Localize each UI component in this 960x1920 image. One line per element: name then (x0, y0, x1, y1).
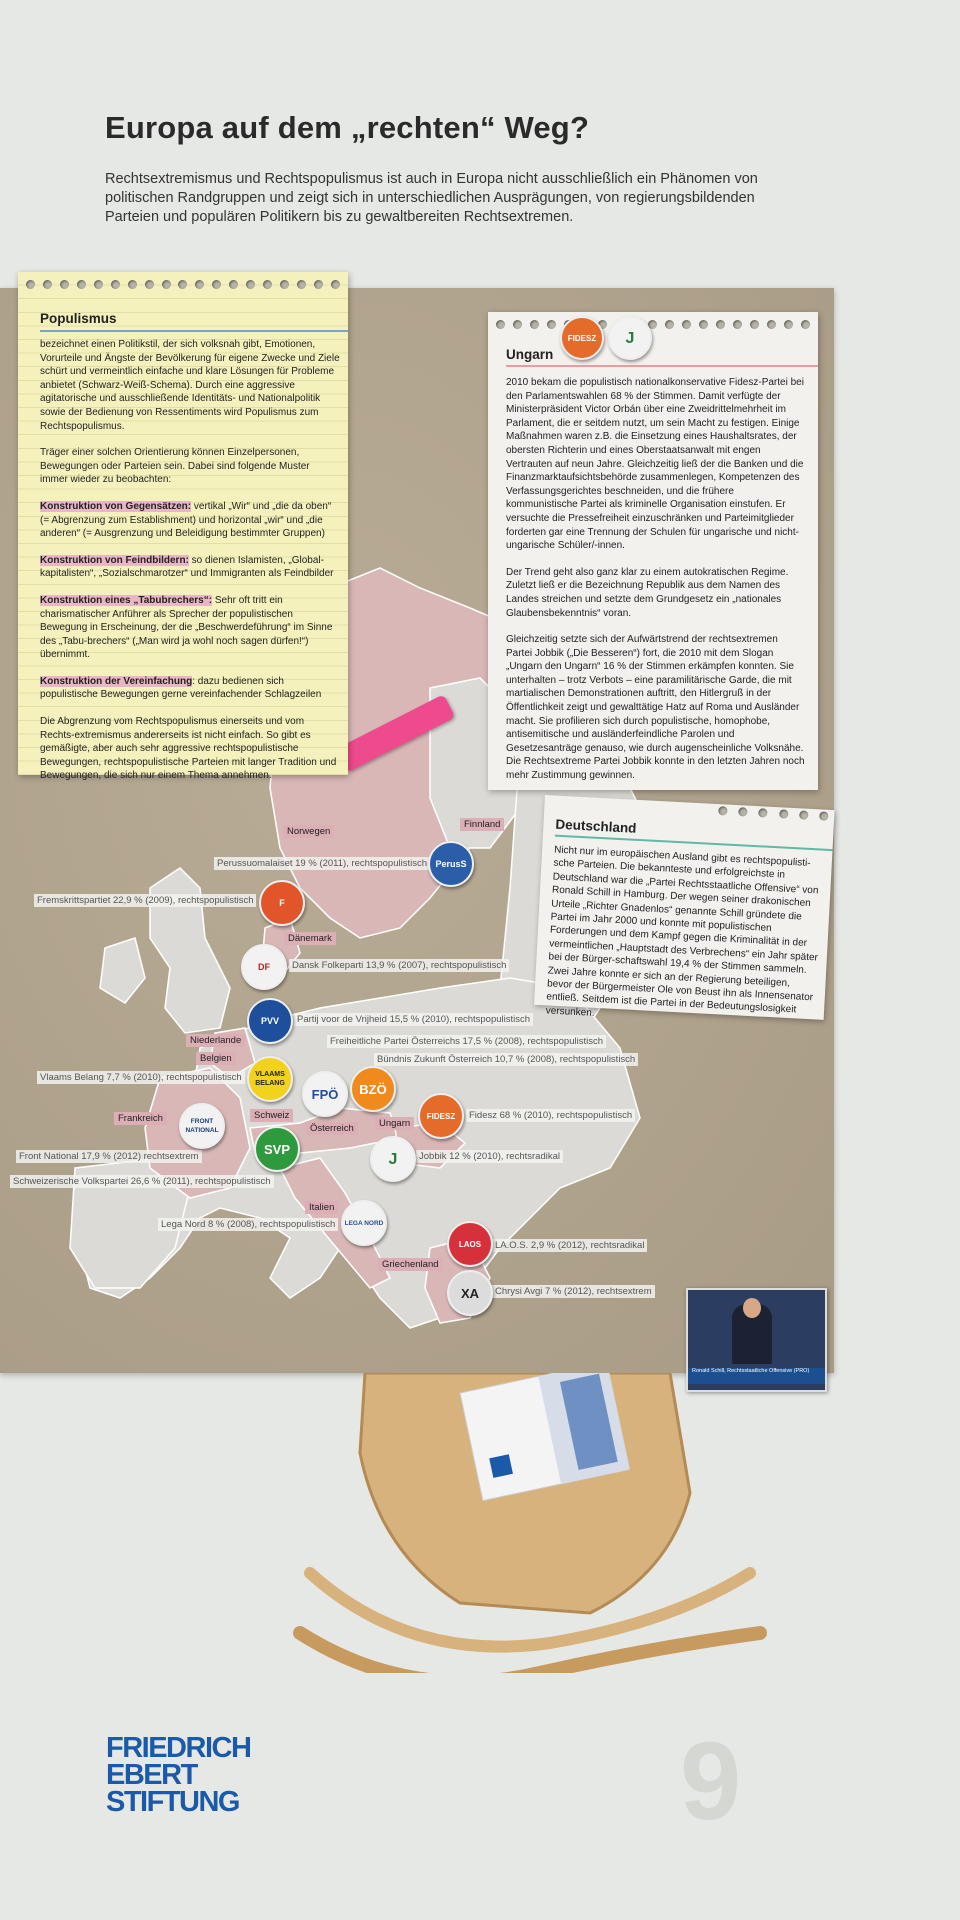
populismus-distinction: Die Abgrenzung vom Rechtspopulismus einerseits und vom Rechts-extremismus andererseits ist nicht einfach. So gibt es gemäßigte, aber auch sehr aggressive rechtspopulistische Bewegungen, rechtspopulistische Parteien mit langer Tradition und Bewegungen, die sich nur einem Thema annehmen. (40, 716, 337, 782)
lega-nord-logo: LEGA NORD (341, 1200, 387, 1246)
map-ireland (100, 938, 145, 1003)
bzoe-logo: BZÖ (350, 1066, 396, 1112)
country-label-denmark: Dänemark (284, 932, 336, 945)
note-holes (718, 806, 829, 826)
dansk-folkeparti-logo: DF (241, 944, 287, 990)
country-label-austria: Österreich (306, 1122, 358, 1135)
tv-caption: Ronald Schill, Rechtsstaatliche Offensive (PRO) (688, 1368, 825, 1384)
populismus-item: Konstruktion von Feindbildern: so dienen Islamisten, „Global-kapitalisten“, „Sozialschmarotzer“ und Immigranten als Feindbilder (40, 554, 334, 580)
ungarn-paragraph-2: Der Trend geht also ganz klar zu einem autokratischen Regime. Zuletzt ließ er die Bezeichnung Republik aus dem Namen des Landes streichen und setzte dem Grundgesetz ein „nationales Glaubensbekenntnis“ voran. (506, 566, 789, 619)
party-label-jobbik: Jobbik 12 % (2010), rechtsradikal (416, 1150, 563, 1163)
populismus-item: Konstruktion von Gegensätzen: vertikal „Wir“ und „die da oben“ (= Abgrenzung zum Establishment) und horizontal „wir“ und „die anderen“ (= Ausgrenzung und Beleidigung bestimmter Gruppen) (40, 500, 332, 540)
populismus-item-term: Konstruktion von Gegensätzen: (40, 500, 192, 512)
populismus-item-term: Konstruktion eines „Tabubrechers“: (40, 594, 213, 606)
fes-logo: FRIEDRICH EBERT STIFTUNG (106, 1732, 251, 1818)
populismus-note (18, 272, 348, 782)
fpoe-logo: FPÖ (302, 1071, 348, 1117)
ungarn-paragraph-1: 2010 bekam die populistisch nationalkonservative Fidesz-Partei bei den Parlamentswahlen 68 % der Stimmen. Damit verfügte der Ministerpräsident Victor Orbán über eine Zweidrittelmehrheit im Parlament, die er seitdem nutzt, um sein Macht zu festigen. Einige Maßnahmen waren z.B. die Einsetzung eines Haushaltsrates, der obersten Richterin und eines Oberstaatsanwalt mit engen Vertrauten auf neun Jahre. Gleichzeitig ließ der die Banken und die Finanzmarktaufsichtsbehörde zusammenlegen, Kompetenzen des Verfassungsgerichtes beschneiden, und die frühere kommunistische Partei als kriminelle Organisation einstufen. Er versuchte die Pressefreiheit einzuschränken und Parteimitglieder forderten gar eine Trennung der Schulen für ungarische und nicht-ungarische Schüler/-innen. (506, 377, 804, 552)
deutschland-note (534, 795, 835, 1020)
populismus-item-term: Konstruktion von Feindbildern: (40, 554, 189, 566)
vlaams-belang-logo: VLAAMS BELANG (247, 1056, 293, 1102)
svp-logo: SVP (254, 1126, 300, 1172)
country-label-norway: Norwegen (283, 825, 334, 838)
front-national-logo: FRONT NATIONAL (179, 1103, 225, 1149)
party-label-fidesz: Fidesz 68 % (2010), rechtspopulistisch (466, 1109, 635, 1122)
party-label-chrysi-avgi: Chrysi Avgi 7 % (2012), rechtsextrem (492, 1285, 655, 1298)
party-label-fpoe: Freiheitliche Partei Österreichs 17,5 % (2008), rechtspopulistisch (327, 1035, 606, 1048)
populismus-item: Konstruktion der Vereinfachung: dazu bedienen sich populistische Bewegungen gerne vereinfachender Schlagzeilen (40, 675, 322, 701)
ungarn-heading: Ungarn (506, 347, 554, 362)
fremskrittspartiet-logo: F (259, 880, 305, 926)
ungarn-paragraph-3: Gleichzeitig setzte sich der Aufwärtstrend der rechtsextremen Partei Jobbik („Die Besseren“) fort, die 2010 mit dem Slogan „Ungarn den Ungarn“ 16 % der Stimmen erkämpfen konnten. Sie unterhalten – trotz Verbots – eine paramilitärische Garde, die mit martialischen Demonstrationen auftritt, den Hitlergruß in der Öffentlichkeit zeigt und gewalttätige Hatz auf Roma und Ausländer macht. Sie profilieren sich durch populistische, homophobe, antisemitische und ausländerfeindliche Parolen und Gesetzesanträge genauso, wie durch augenscheinliche Volksnähe. Die Rechtsextreme Partei Jobbik konnte in den letzten Jahren noch mehr Zustimmung gewinnen. (506, 634, 805, 782)
chair-seat (300, 1633, 760, 1673)
note-holes (26, 280, 340, 294)
party-label-fremskrittspartiet: Fremskrittspartiet 22,9 % (2009), rechtspopulistisch (34, 894, 256, 907)
note-holes (496, 320, 810, 334)
party-label-bzoe: Bündnis Zukunft Österreich 10,7 % (2008), rechtspopulistisch (374, 1053, 638, 1066)
ungarn-jobbik-logo: J (608, 316, 652, 360)
fidesz-logo: FIDESZ (418, 1093, 464, 1139)
speaker-face (743, 1298, 761, 1318)
party-label-svp: Schweizerische Volkspartei 26,6 % (2011), rechtspopulistisch (10, 1175, 274, 1188)
party-label-vlaams-belang: Vlaams Belang 7,7 % (2010), rechtspopulistisch (37, 1071, 245, 1084)
country-label-switzerland: Schweiz (250, 1109, 293, 1122)
page-number: 9 (680, 1720, 742, 1843)
chrysi-avgi-logo: XA (447, 1270, 493, 1316)
ungarn-note (488, 312, 818, 790)
populismus-item-term: Konstruktion der Vereinfachung (40, 675, 193, 687)
country-label-netherlands: Niederlande (186, 1034, 245, 1047)
intro-text: Rechtsextremismus und Rechtspopulismus ist auch in Europa nicht ausschließlich ein Phänomen von politischen Randgruppen und zeigt sich in unterschiedlichen Ausprägungen, von regierungsbildenden Parteien und populären Politikern bis zu gewaltbereiten Rechtsextremen. (105, 171, 758, 225)
party-label-lega-nord: Lega Nord 8 % (2008), rechtspopulistisch (158, 1218, 338, 1231)
country-label-hungary: Ungarn (375, 1117, 414, 1130)
country-label-finland: Finnland (460, 818, 504, 831)
populismus-item: Konstruktion eines „Tabubrechers“: Sehr oft tritt ein charismatischer Anführer als Sprecher der populistischen Bewegung in Erscheinung, der die „Beschwerdeführung“ im Sinne des „Tabu-brechers“ („Man wird ja wohl noch sagen dürfen!“) übernimmt. (40, 594, 333, 661)
ungarn-fidesz-logo: FIDESZ (560, 316, 604, 360)
populismus-heading: Populismus (40, 311, 117, 326)
country-label-greece: Griechenland (378, 1258, 443, 1271)
laos-logo: LAOS (447, 1221, 493, 1267)
party-label-front-national: Front National 17,9 % (2012) rechtsextrem (16, 1150, 202, 1163)
map-britain (150, 868, 230, 1033)
country-label-france: Frankreich (114, 1112, 167, 1125)
jobbik-logo: J (370, 1136, 416, 1182)
page-title: Europa auf dem „rechten“ Weg? (105, 110, 590, 145)
pvv-logo: PVV (247, 998, 293, 1044)
deutschland-paragraph: Nicht nur im europäischen Ausland gibt es rechtspopulisti-sche Parteien. Die bekannteste und erfolgreichste in Deutschland war die „Partei Rechtsstaatliche Offensive“ von Ronald Schill in Hamburg. Der wegen seiner drakonischen Urteile „Richter Gnadenlos“ genannte Schill gründete die Partei im Jahr 2000 und konnte mit populistischen Forderungen und dem Kampf gegen die Kriminalität in der vermeintlichen „Hauptstadt des Verbrechens“ ein Jahr später bei der Bürger-schaftswahl 19,4 % der Stimmen sammeln. Zwei Jahre konnte er sich an der Regierung beteiligen, bevor der Bürgermeister Ole von Beust ihn als Innensenator entließ. Seitdem ist die Partei in der Bedeutungslosigkeit versunken. (545, 844, 819, 1019)
populismus-carriers: Träger einer solchen Orientierung können Einzelpersonen, Bewegungen oder Parteien sein. Dabei sind folgende Muster immer wieder zu beobachten: (40, 447, 310, 486)
rocking-chair (290, 1373, 790, 1673)
perussuomalaiset-logo: PerusS (428, 841, 474, 887)
country-label-belgium: Belgien (196, 1052, 236, 1065)
party-label-dansk-folkeparti: Dansk Folkeparti 13,9 % (2007), rechtspopulistisch (289, 959, 509, 972)
party-label-laos: LA.O.S. 2,9 % (2012), rechtsradikal (492, 1239, 647, 1252)
party-label-pvv: Partij voor de Vrijheid 15,5 % (2010), rechtspopulistisch (294, 1013, 533, 1026)
party-label-perussuomalaiset: Perussuomalaiset 19 % (2011), rechtspopulistisch (214, 857, 430, 870)
deutschland-heading: Deutschland (555, 816, 637, 836)
populismus-definition: bezeichnet einen Politikstil, der sich volksnah gibt, Emotionen, Vorurteile und Ängste der Bevölkerung für eigene Zwecke und Ziele schürt und vermeintlich einfache und klare Lösungen für Probleme anbietet (Schwarz-Weiß-Schema). Durch eine aggressive agitatorische und ausschließende Identitäts- und Nationalpolitik sowie der Bedienung von Ressentiments wird Populismus zum Rechtspopulismus. (40, 339, 340, 432)
country-label-italy: Italien (305, 1201, 338, 1214)
